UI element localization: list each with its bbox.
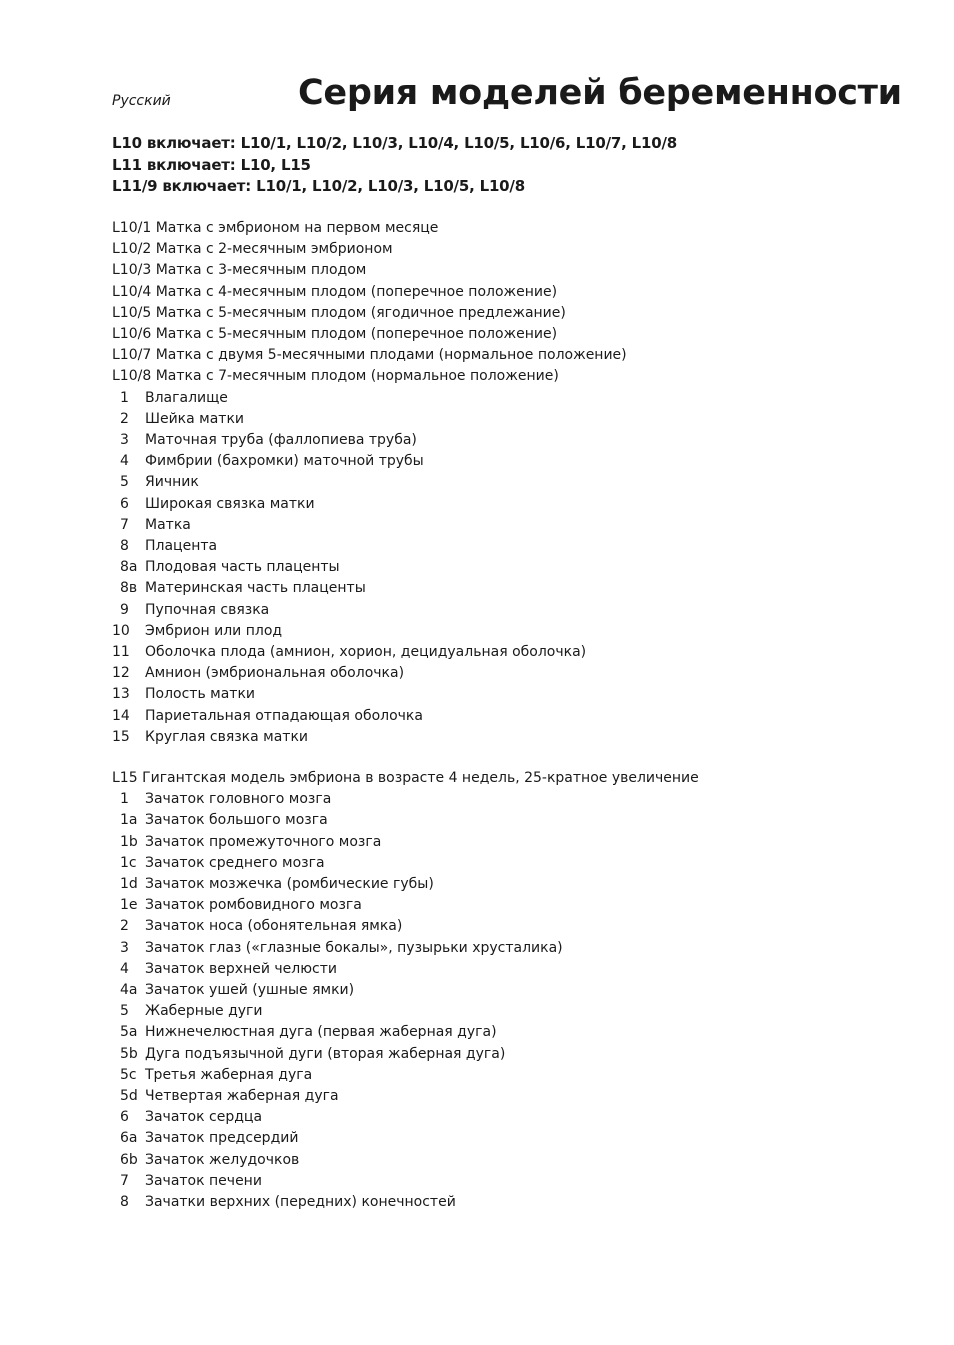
legend-item <box>112 600 627 621</box>
legend-item-text: Нижнечелюстная дуга (первая жаберная дуга) <box>145 1024 497 1041</box>
legend-item-text: Матка <box>145 516 191 533</box>
legend-item <box>112 642 627 663</box>
page-title: Серия моделей беременности <box>298 73 902 113</box>
legend-item-text: Маточная труба (фаллопиева труба) <box>145 432 417 449</box>
legend-item-number: 1d <box>120 876 138 893</box>
l15-legend-list <box>112 789 699 1213</box>
legend-item-number: 13 <box>112 686 130 703</box>
legend-item-number: 6b <box>120 1151 138 1168</box>
legend-item <box>112 494 627 515</box>
l15-section <box>112 768 699 1213</box>
legend-item-text: Зачаток предсердий <box>145 1130 299 1147</box>
legend-item-text: Зачаток ушей (ушные ямки) <box>145 982 355 999</box>
legend-item-number: 2 <box>120 410 129 427</box>
l15-title: L15 Гигантская модель эмбриона в возрасте 4 недель, 25-кратное увеличение <box>112 770 699 786</box>
legend-item-number: 5b <box>120 1045 138 1062</box>
legend-item-number: 5а <box>120 1024 138 1041</box>
legend-item-text: Амнион (эмбриональная оболочка) <box>145 665 405 682</box>
legend-item <box>112 959 699 980</box>
legend-item-number: 4 <box>120 453 129 470</box>
language-label: Русский <box>112 93 171 109</box>
legend-item <box>112 557 627 578</box>
legend-item-text: Зачаток промежуточного мозга <box>145 833 382 850</box>
legend-item-number: 4а <box>120 982 138 999</box>
model-line: L10/4 Матка с 4-месячным плодом (поперечное положение) <box>112 283 558 300</box>
legend-item-text: Дуга подъязычной дуги (вторая жаберная дуга) <box>145 1045 506 1062</box>
legend-item <box>112 853 699 874</box>
includes-line: L11/9 включает: L10/1, L10/2, L10/3, L10/5, L10/8 <box>112 177 525 195</box>
legend-item-number: 8 <box>120 1194 129 1211</box>
legend-item-number: 7 <box>120 1172 129 1189</box>
l10-legend-list <box>112 388 627 748</box>
legend-item-text: Зачаток ромбовидного мозга <box>145 897 362 914</box>
legend-item <box>112 1192 699 1213</box>
legend-item-text: Зачаток печени <box>145 1172 262 1189</box>
legend-item <box>112 1150 699 1171</box>
legend-item-text: Париетальная отпадающая оболочка <box>145 707 423 724</box>
l10-section <box>112 218 627 748</box>
legend-item-number: 8 <box>120 538 129 555</box>
legend-item <box>112 1086 699 1107</box>
legend-item-text: Плацента <box>145 538 218 555</box>
legend-item-number: 12 <box>112 665 130 682</box>
legend-item-text: Материнская часть плаценты <box>145 580 366 597</box>
model-line: L10/7 Матка с двумя 5-месячными плодами (нормальное положение) <box>112 347 627 364</box>
legend-item-number: 15 <box>112 728 130 745</box>
legend-item-number: 1е <box>120 897 138 914</box>
legend-item-number: 5 <box>120 474 129 491</box>
legend-item-text: Зачаток желудочков <box>145 1151 300 1168</box>
legend-item-number: 10 <box>112 622 130 639</box>
legend-item-number: 6 <box>120 1109 129 1126</box>
includes-block <box>112 133 677 198</box>
legend-item <box>112 621 627 642</box>
legend-item-text: Круглая связка матки <box>145 728 309 745</box>
includes-line: L11 включает: L10, L15 <box>112 155 311 174</box>
legend-item-number: 1 <box>120 791 129 808</box>
legend-item <box>112 515 627 536</box>
legend-item-number: 8а <box>120 559 138 576</box>
legend-item-number: 1b <box>120 833 138 850</box>
legend-item <box>112 1171 699 1192</box>
legend-item <box>112 832 699 853</box>
legend-item-number: 3 <box>120 432 129 449</box>
legend-item-text: Зачаток верхней челюсти <box>145 960 337 977</box>
legend-item-number: 5d <box>120 1088 138 1105</box>
legend-item <box>112 1128 699 1149</box>
includes-line: L10 включает: L10/1, L10/2, L10/3, L10/4, L10/5, L10/6, L10/7, L10/8 <box>112 134 678 152</box>
legend-item-number: 1а <box>120 812 138 829</box>
legend-item <box>112 706 627 727</box>
model-line: L10/5 Матка с 5-месячным плодом (ягодичное предлежание) <box>112 304 566 321</box>
legend-item-number: 5с <box>120 1066 137 1083</box>
legend-item <box>112 1001 699 1022</box>
legend-item <box>112 1065 699 1086</box>
legend-item-number: 8в <box>120 580 138 597</box>
legend-item <box>112 388 627 409</box>
legend-item <box>112 727 627 748</box>
legend-item-text: Плодовая часть плаценты <box>145 559 340 576</box>
legend-item <box>112 409 627 430</box>
legend-item-text: Яичник <box>145 474 199 491</box>
legend-item-number: 3 <box>120 939 129 956</box>
legend-item-number: 14 <box>112 707 130 724</box>
legend-item-text: Зачаток большого мозга <box>145 812 328 829</box>
legend-item-text: Жаберные дуги <box>145 1003 263 1020</box>
legend-item-number: 6а <box>120 1130 138 1147</box>
legend-item-text: Шейка матки <box>145 410 245 427</box>
legend-item-text: Зачаток головного мозга <box>145 791 332 808</box>
legend-item <box>112 895 699 916</box>
legend-item-text: Влагалище <box>145 389 228 406</box>
legend-item-text: Зачаток глаз («глазные бокалы», пузырьки хрусталика) <box>145 939 563 956</box>
legend-item-text: Зачатки верхних (передних) конечностей <box>145 1194 456 1211</box>
legend-item-text: Широкая связка матки <box>145 495 315 512</box>
legend-item <box>112 980 699 1001</box>
legend-item <box>112 536 627 557</box>
model-line: L10/3 Матка с 3-месячным плодом <box>112 262 367 279</box>
legend-item-number: 1 <box>120 389 129 406</box>
legend-item <box>112 916 699 937</box>
legend-item-number: 5 <box>120 1003 129 1020</box>
legend-item <box>112 430 627 451</box>
legend-item-number: 9 <box>120 601 129 618</box>
legend-item-text: Третья жаберная дуга <box>145 1066 313 1083</box>
legend-item-number: 11 <box>112 644 130 661</box>
legend-item-number: 1с <box>120 854 137 871</box>
legend-item <box>112 810 699 831</box>
model-line: L10/1 Матка с эмбрионом на первом месяце <box>112 220 439 236</box>
legend-item-text: Оболочка плода (амнион, хорион, децидуальная оболочка) <box>145 644 587 661</box>
legend-item <box>112 451 627 472</box>
model-line: L10/2 Матка с 2-месячным эмбрионом <box>112 241 393 258</box>
legend-item <box>112 1044 699 1065</box>
legend-item <box>112 938 699 959</box>
model-line: L10/8 Матка с 7-месячным плодом (нормальное положение) <box>112 368 559 385</box>
legend-item-text: Зачаток носа (обонятельная ямка) <box>145 918 403 935</box>
legend-item <box>112 663 627 684</box>
legend-item-number: 2 <box>120 918 129 935</box>
legend-item <box>112 789 699 810</box>
legend-item-text: Зачаток мозжечка (ромбические губы) <box>145 876 434 893</box>
legend-item-text: Четвертая жаберная дуга <box>145 1088 339 1105</box>
legend-item-text: Зачаток сердца <box>145 1109 263 1126</box>
legend-item <box>112 578 627 599</box>
model-line: L10/6 Матка с 5-месячным плодом (поперечное положение) <box>112 326 558 343</box>
legend-item-text: Пупочная связка <box>145 601 270 618</box>
legend-item-text: Полость матки <box>145 686 256 703</box>
legend-item-text: Фимбрии (бахромки) маточной трубы <box>145 453 424 470</box>
legend-item-number: 6 <box>120 495 129 512</box>
legend-item-text: Эмбрион или плод <box>145 622 283 639</box>
legend-item <box>112 472 627 493</box>
legend-item <box>112 1022 699 1043</box>
legend-item-number: 7 <box>120 516 129 533</box>
legend-item-text: Зачаток среднего мозга <box>145 854 325 871</box>
legend-item-number: 4 <box>120 960 129 977</box>
legend-item <box>112 874 699 895</box>
legend-item <box>112 684 627 705</box>
legend-item <box>112 1107 699 1128</box>
